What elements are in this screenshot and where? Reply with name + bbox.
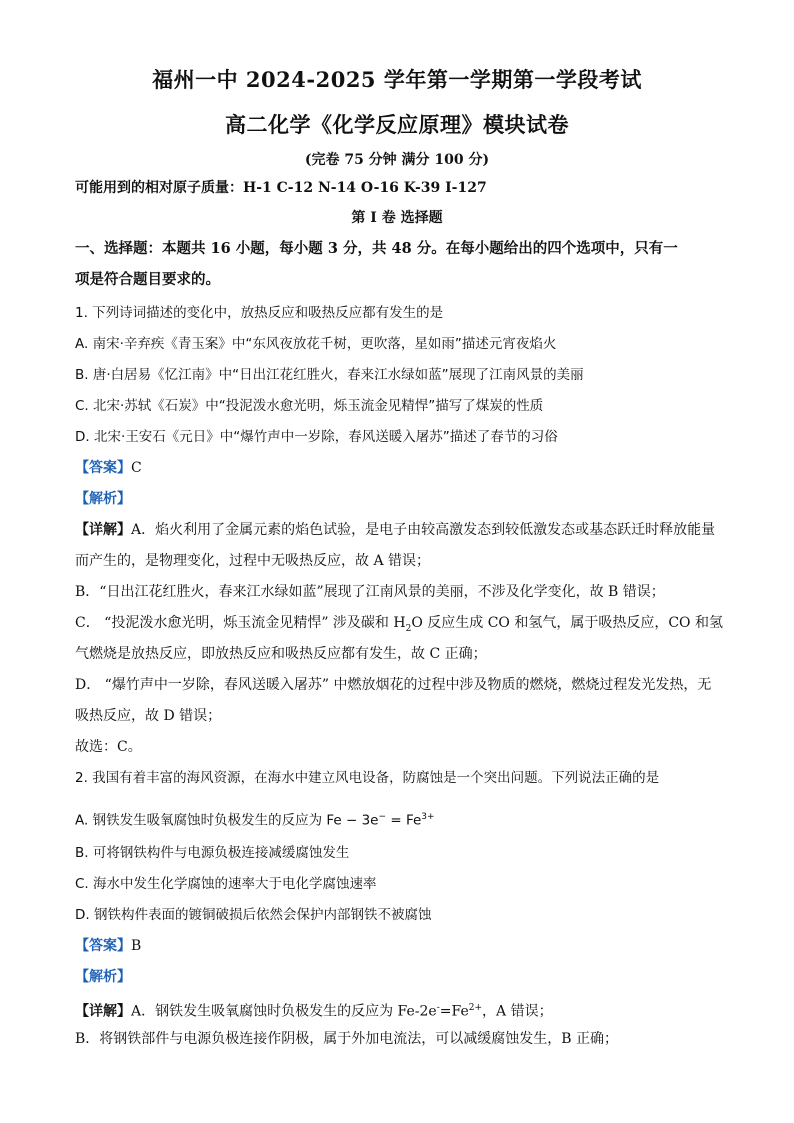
q2-detail-a-sup2: 2+ [468, 1003, 483, 1013]
detail-label: 【详解】 [75, 522, 131, 538]
q2-detail-a-post: ，A 错误； [482, 1003, 553, 1020]
q1-choose: 故选：C。 [75, 739, 142, 755]
q2-detail-a [75, 998, 725, 1022]
detail-label: 【详解】 [75, 1003, 131, 1020]
q2-detail-b: B．将钢铁部件与电源负极连接作阴极，属于外加电流法，可以减缓腐蚀发生，B 正确； [75, 1031, 619, 1047]
q2-option-c: C. 海水中发生化学腐蚀的速率大于电化学腐蚀速率 [75, 876, 377, 892]
atomic-mass-line: 可能用到的相对原子质量：H-1 C-12 N-14 O-16 K-39 I-127 [75, 180, 487, 196]
q2-answer [75, 936, 725, 956]
detail-c-sub: 2 [405, 623, 412, 634]
q1-detail-d-1: D． “爆竹声中一岁除，春风送暖入屠苏” 中燃放烟花的过程中涉及物质的燃烧，燃烧过程发光发热，无 [75, 677, 712, 693]
q1-option-b: B. 唐·白居易《忆江南》中“日出江花红胜火，春来江水绿如蓝”展现了江南风景的美丽 [75, 367, 584, 383]
q2-detail-a-pre: A．钢铁发生吸氧腐蚀时负极发生的反应为 Fe-2e [131, 1003, 437, 1020]
q1-option-a: A. 南宋·辛弃疾《青玉案》中“东风夜放花千树，更吹落，星如雨”描述元宵夜焰火 [75, 336, 557, 352]
q2-option-d: D. 钢铁构件表面的镀铜破损后依然会保护内部钢铁不被腐蚀 [75, 907, 432, 923]
q1-detail-b: B．“日出江花红胜火，春来江水绿如蓝”展现了江南风景的美丽，不涉及化学变化，故 B 错误； [75, 584, 665, 600]
q1-option-d: D. 北宋·王安石《元日》中“爆竹声中一岁除，春风送暖入屠苏”描述了春节的习俗 [75, 429, 558, 445]
q2-a-sup1: − [378, 812, 387, 822]
detail-c-pre: C． “投泥泼水愈光明，烁玉流金见精悍” 涉及碳和 H [75, 615, 406, 631]
q2-option-a [75, 807, 725, 831]
section-title: 第 I 卷 选择题 [351, 210, 443, 226]
exam-title: 福州一中 2024-2025 学年第一学期第一学段考试 [152, 67, 642, 92]
detail-text: A．焰火利用了金属元素的焰色试验，是电子由较高激发态到较低激发态或基态跃迁时释放能量 [131, 522, 716, 538]
q2-a-sup2: 3+ [421, 812, 435, 822]
q1-answer [75, 458, 725, 478]
q2-stem: 2. 我国有着丰富的海风资源，在海水中建立风电设备，防腐蚀是一个突出问题。下列说法正确的是 [75, 770, 660, 786]
analysis-label: 【解析】 [75, 969, 131, 985]
q2-option-b: B. 可将钢铁构件与电源负极连接减缓腐蚀发生 [75, 845, 350, 861]
detail-c-post: O 反应生成 CO 和氢气，属于吸热反应，CO 和氢 [411, 615, 723, 631]
q2-analysis [75, 967, 725, 987]
exam-subject-title: 高二化学《化学反应原理》模块试卷 [225, 112, 569, 137]
q2-detail-a-sup1: - [436, 1003, 440, 1013]
q1-option-c: C. 北宋·苏轼《石炭》中“投泥泼水愈光明，烁玉流金见精悍”描写了煤炭的性质 [75, 398, 544, 414]
answer-value: C [131, 460, 142, 476]
q1-analysis [75, 489, 725, 509]
answer-value: B [131, 938, 142, 954]
q1-detail-c-1 [75, 613, 725, 639]
q2-a-pre: A. 钢铁发生吸氧腐蚀时负极发生的反应为 Fe − 3e [75, 812, 379, 829]
q2-detail-a-mid: =Fe [439, 1003, 469, 1020]
q2-a-mid: = Fe [386, 812, 422, 829]
q1-detail-a-2: 而产生的，是物理变化，过程中无吸热反应，故 A 错误； [75, 553, 431, 569]
q1-detail-a-1 [75, 520, 725, 540]
analysis-label: 【解析】 [75, 491, 131, 507]
q1-detail-c-2: 气燃烧是放热反应，即放热反应和吸热反应都有发生，故 C 正确； [75, 646, 487, 662]
answer-label: 【答案】 [75, 460, 131, 476]
q1-detail-d-2: 吸热反应，故 D 错误； [75, 708, 222, 724]
exam-time-score: (完卷 75 分钟 满分 100 分) [304, 152, 490, 168]
q1-stem: 1. 下列诗词描述的变化中，放热反应和吸热反应都有发生的是 [75, 305, 444, 321]
answer-label: 【答案】 [75, 938, 131, 954]
instruction-line-2: 项是符合题目要求的。 [75, 271, 220, 288]
instruction-line-1: 一、选择题：本题共 16 小题，每小题 3 分，共 48 分。在每小题给出的四个选项中，只有一 [75, 240, 678, 257]
